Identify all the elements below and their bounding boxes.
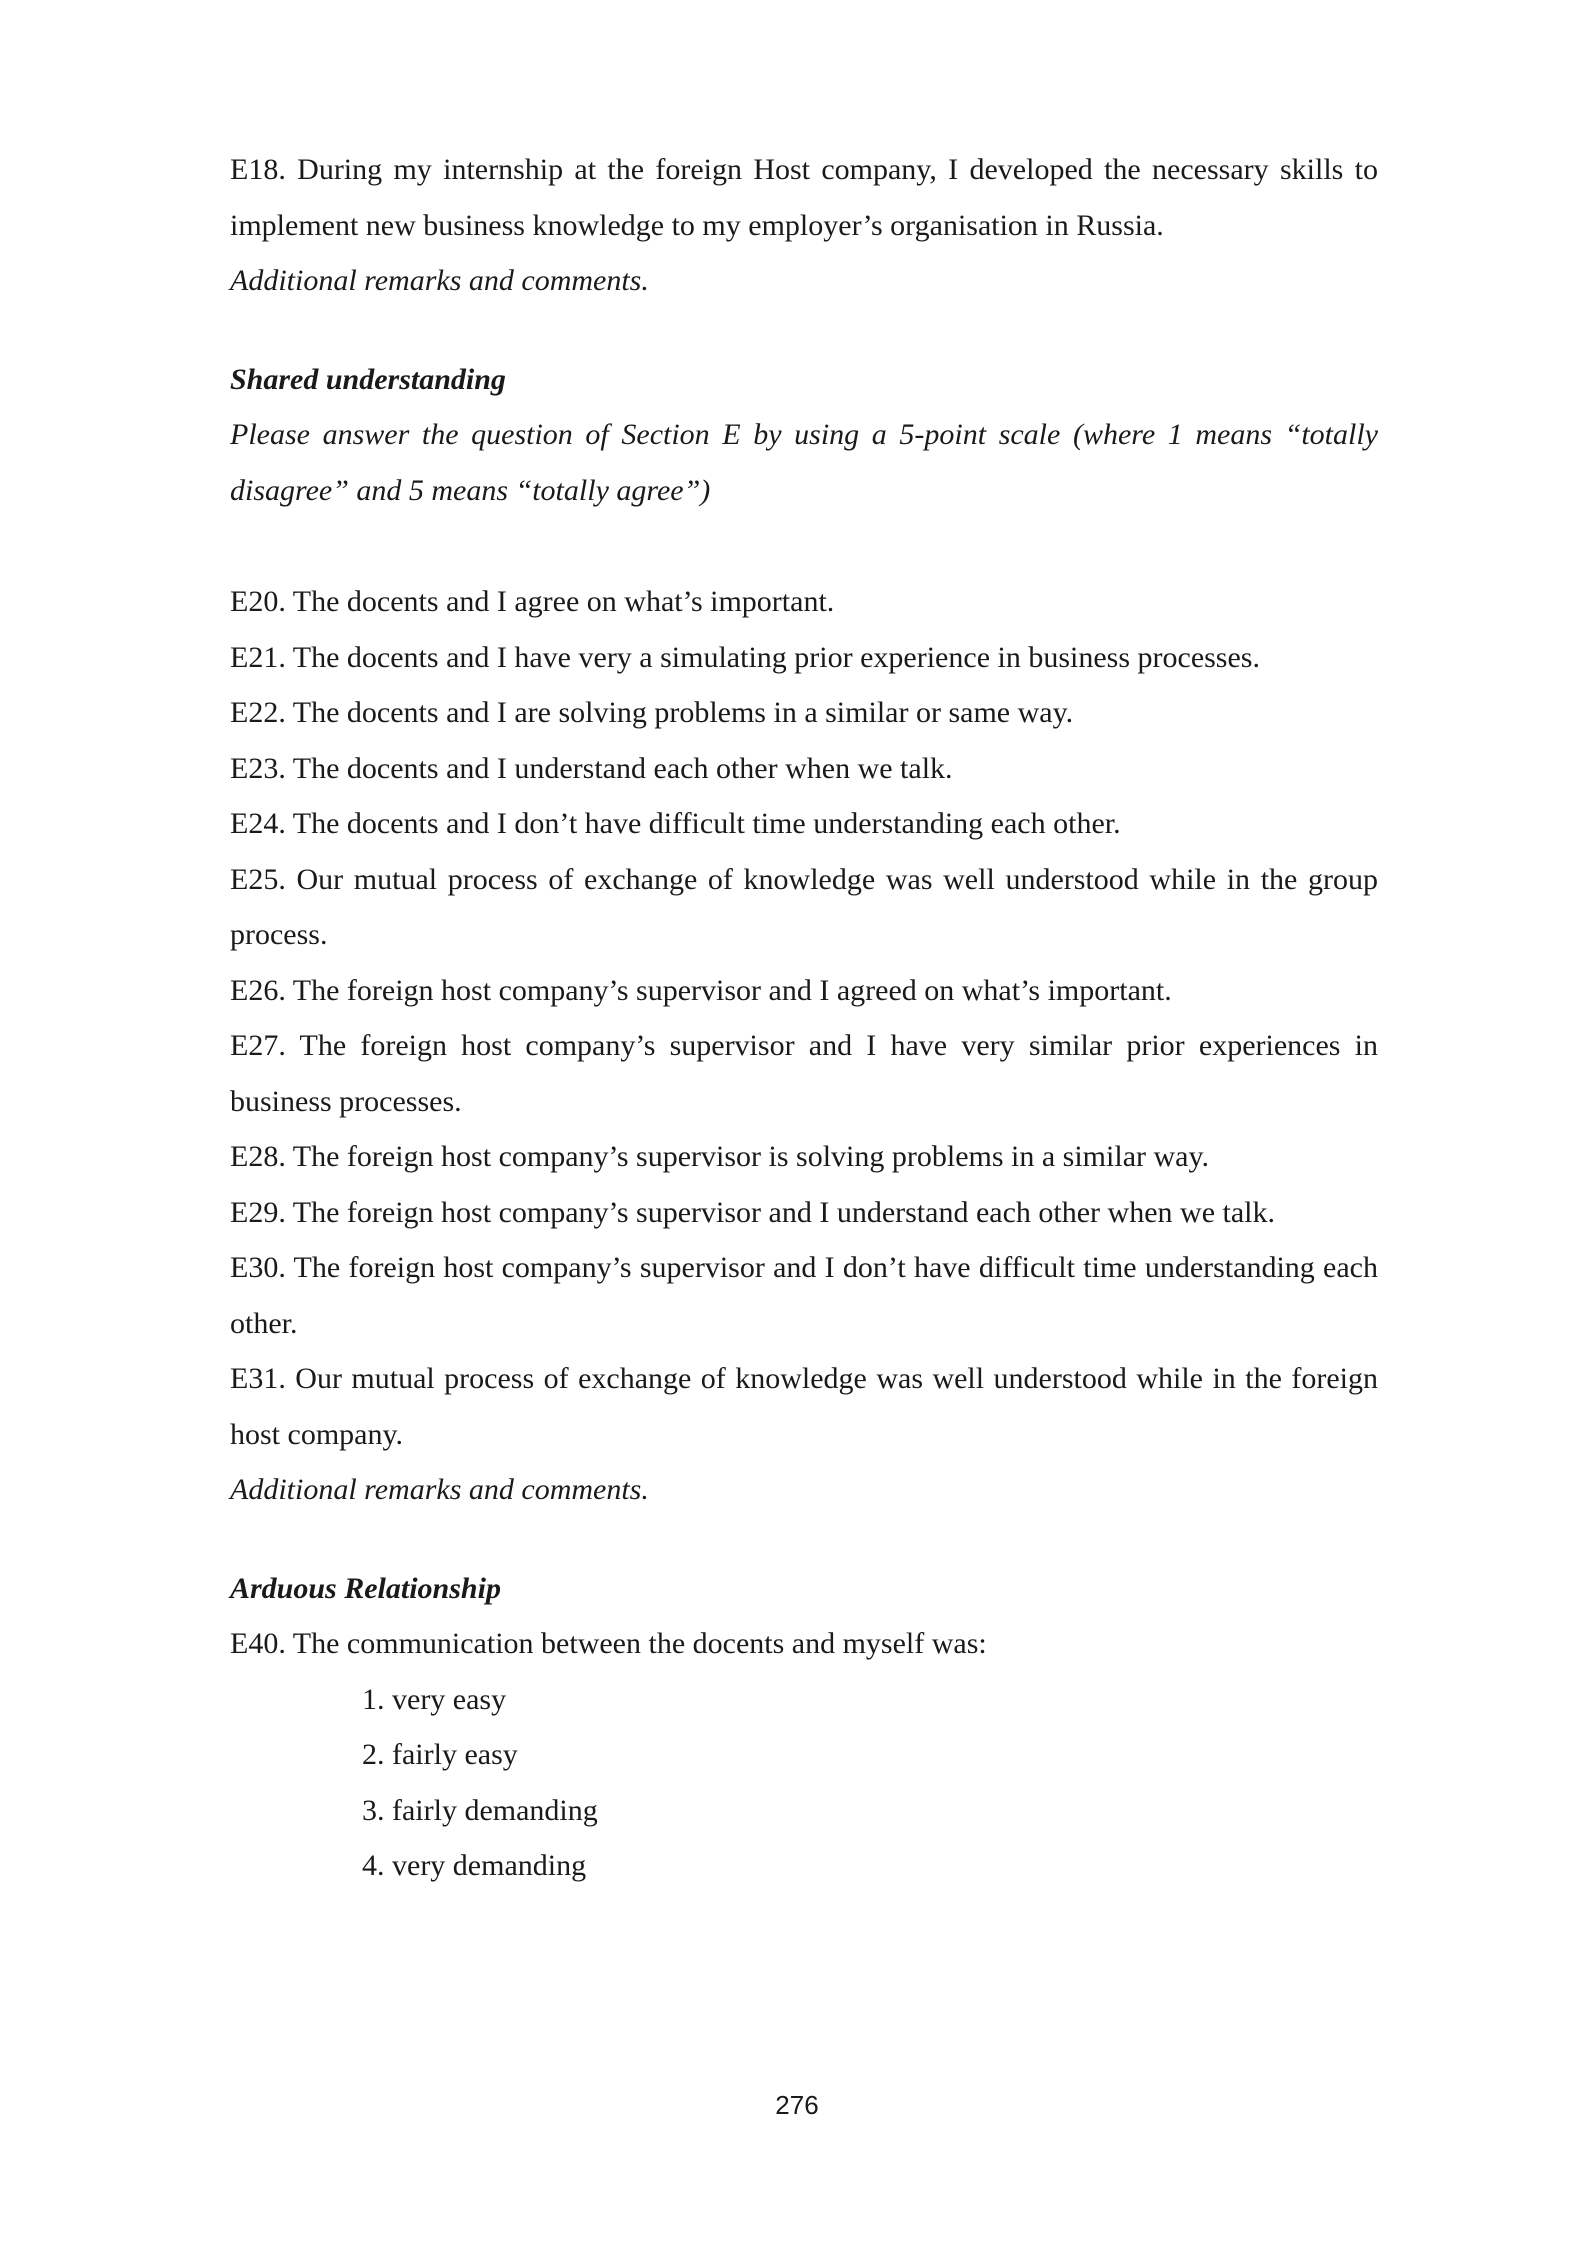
option-fairly-easy: 2. fairly easy bbox=[362, 1738, 518, 1771]
question-e28: E28. The foreign host company’s supervisor is solving problems in a similar way. bbox=[230, 1140, 1210, 1173]
heading-shared-understanding: Shared understanding bbox=[230, 362, 506, 396]
page-number: 276 bbox=[775, 2090, 819, 2120]
heading-arduous-relationship: Arduous Relationship bbox=[230, 1571, 501, 1605]
question-e20: E20. The docents and I agree on what’s important. bbox=[230, 585, 835, 618]
document-page bbox=[230, 142, 1378, 1894]
question-e18: E18. During my internship at the foreign Host company, I developed the necessary skills to implement new business knowledge to my employer’s organisation in Russia. bbox=[230, 153, 1378, 242]
answer-options bbox=[230, 1672, 1378, 1894]
question-e22: E22. The docents and I are solving problems in a similar or same way. bbox=[230, 696, 1074, 729]
option-fairly-demanding: 3. fairly demanding bbox=[362, 1793, 598, 1827]
question-e29: E29. The foreign host company’s supervisor and I understand each other when we talk. bbox=[230, 1195, 1275, 1229]
remarks-line-2: Additional remarks and comments. bbox=[230, 1473, 649, 1506]
instruction-text: Please answer the question of Section E by using a 5-point scale (where 1 means “totally disagree” and 5 means “totally agree”) bbox=[230, 418, 1378, 507]
option-very-easy: 1. very easy bbox=[362, 1682, 507, 1716]
question-e25: E25. Our mutual process of exchange of knowledge was well understood while in the group process. bbox=[230, 862, 1378, 951]
question-e21: E21. The docents and I have very a simulating prior experience in business processes. bbox=[230, 640, 1260, 674]
question-e40: E40. The communication between the docents and myself was: bbox=[230, 1627, 987, 1660]
spacer bbox=[230, 309, 1378, 352]
shared-understanding-list bbox=[230, 574, 1378, 1462]
question-e31: E31. Our mutual process of exchange of knowledge was well understood while in the foreign host company. bbox=[230, 1362, 1378, 1451]
question-e27: E27. The foreign host company’s supervisor and I have very similar prior experiences in business processes. bbox=[230, 1029, 1378, 1118]
spacer bbox=[230, 1518, 1378, 1561]
question-e30: E30. The foreign host company’s supervisor and I don’t have difficult time understanding each other. bbox=[230, 1251, 1378, 1340]
question-e26: E26. The foreign host company’s supervisor and I agreed on what’s important. bbox=[230, 973, 1172, 1007]
option-very-demanding: 4. very demanding bbox=[362, 1849, 587, 1882]
remarks-line-1: Additional remarks and comments. bbox=[230, 264, 649, 297]
question-e24: E24. The docents and I don’t have difficult time understanding each other. bbox=[230, 807, 1121, 840]
spacer bbox=[230, 518, 1378, 574]
question-e23: E23. The docents and I understand each other when we talk. bbox=[230, 751, 953, 785]
